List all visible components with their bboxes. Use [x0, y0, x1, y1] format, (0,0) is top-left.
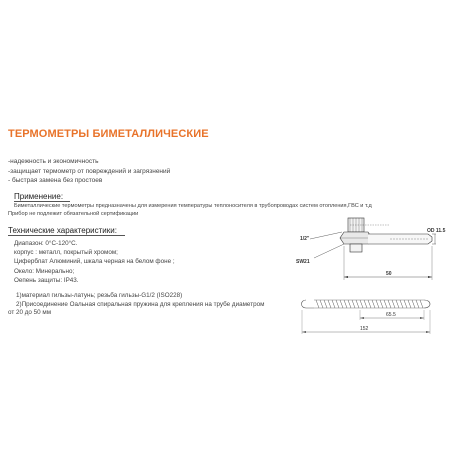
spec-item: корпус : металл, покрытый хромом; [14, 249, 118, 257]
spring-left-hook [302, 300, 315, 308]
feature-item: -надежность и экономичность [8, 158, 99, 165]
thread-size-label: 1/2" [300, 236, 310, 242]
spec-list [14, 239, 175, 285]
shank [350, 244, 362, 252]
spec-item: Оепень защиты: IP43. [14, 276, 79, 284]
outer-diameter-label: OD 11.5 [427, 228, 446, 234]
spring-outer-dimension-label: 152 [360, 326, 369, 332]
note-item: от 20 до 50 мм [8, 309, 52, 317]
spring-right-hook [424, 300, 430, 308]
specs-heading-underline [8, 235, 125, 236]
note-item: 2)Присоединение Оальная спиральная пружина для крепления на трубе диаметром [16, 300, 265, 308]
application-heading: Применение: [14, 192, 64, 201]
spring-drawing [300, 290, 445, 348]
notes-list [8, 292, 264, 318]
spring-coils [314, 300, 424, 308]
length-dimension-label: 50 [386, 271, 392, 277]
application-line: Прибор не подлежит обязательной сертификации [8, 211, 139, 217]
thermowell-drawing [290, 212, 450, 287]
feature-item: -защищает термометр от повреждений и загрязнений [8, 167, 171, 175]
spec-item: Диапазон: 0°С-120°С. [14, 240, 78, 247]
spec-item: Циферблат Алюминий, шкала черная на белом фоне ; [14, 258, 175, 266]
application-line: Биметаллические термометры предназначены для измерения температуры теплоносителя в трубопроводах систем отопления,ГВС и т.д [14, 203, 372, 209]
page-title: ТЕРМОМЕТРЫ БИМЕТАЛЛИЧЕСКИЕ [8, 128, 209, 140]
spring-inner-dimension-label: 65.5 [386, 312, 396, 318]
note-item: 1)материал гильзы-латунь; резьба гильзы-G1/2 (ISO228) [16, 292, 183, 299]
wrench-size-label: SW21 [296, 259, 310, 265]
feature-item: - быстрая замена без простоев [8, 177, 103, 185]
spec-item: Окело: Минерально; [14, 267, 75, 275]
specs-heading: Технические характеристики: [8, 226, 117, 235]
feature-list [8, 157, 170, 186]
